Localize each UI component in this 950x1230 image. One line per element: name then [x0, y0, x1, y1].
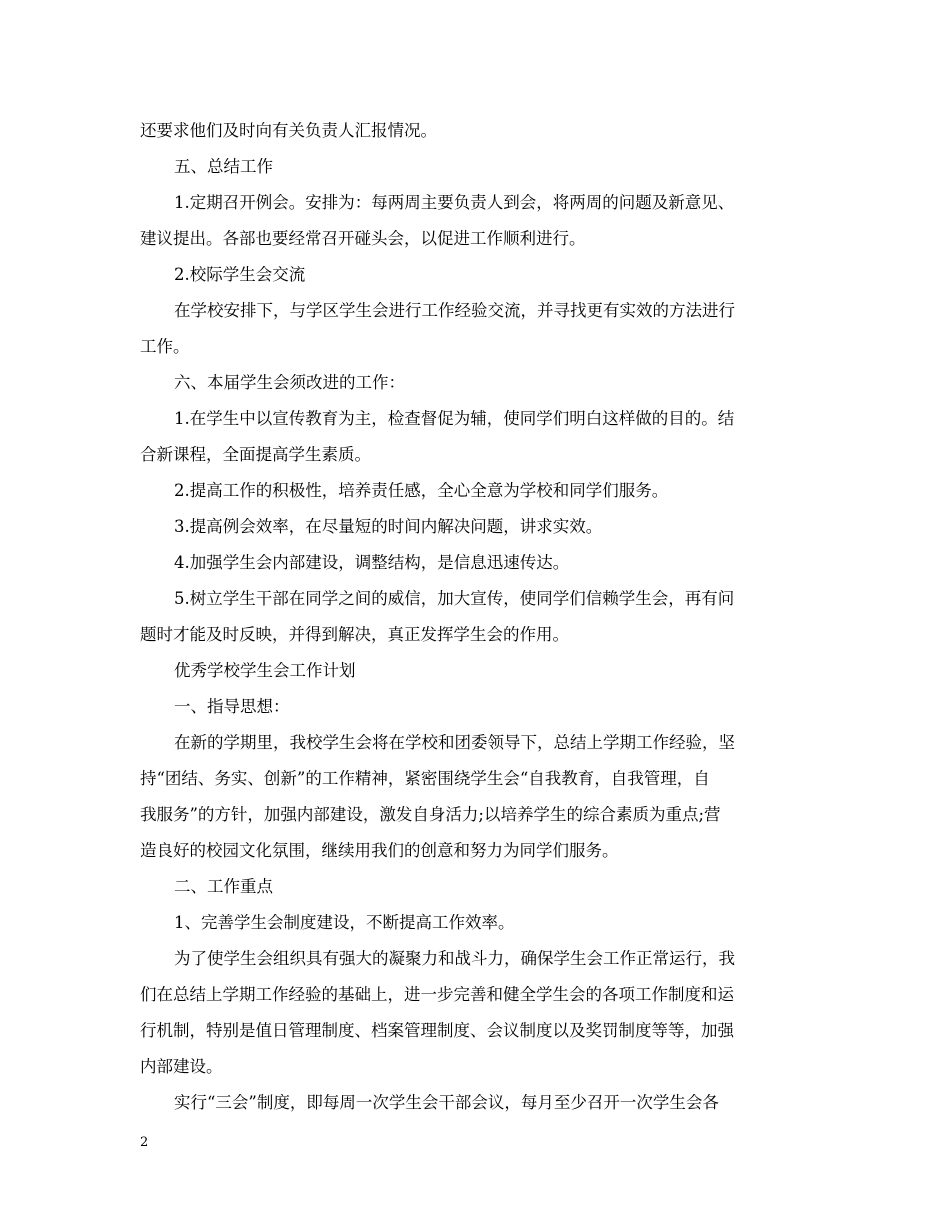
- text-line: 在学校安排下，与学区学生会进行工作经验交流，并寻找更有实效的方法进行: [174, 301, 735, 320]
- text-line: 1.定期召开例会。安排为：每两周主要负责人到会，将两周的问题及新意见、: [174, 193, 735, 212]
- text-line: 造良好的校园文化氛围，继续用我们的创意和努力为同学们服务。: [140, 841, 619, 860]
- body-text: [140, 113, 812, 1121]
- text-line: 五、总结工作: [174, 157, 273, 176]
- text-line: 们在总结上学期工作经验的基础上，进一步完善和健全学生会的各项工作制度和运: [140, 985, 734, 1004]
- text-line: 还要求他们及时向有关负责人汇报情况。: [140, 121, 437, 140]
- text-line: 工作。: [140, 337, 190, 356]
- text-line: 为了使学生会组织具有强大的凝聚力和战斗力，确保学生会工作正常运行，我: [174, 949, 735, 968]
- text-line: 持“团结、务实、创新”的工作精神，紧密围绕学生会“自我教育，自我管理，自: [140, 769, 710, 788]
- text-line: 题时才能及时反映，并得到解决，真正发挥学生会的作用。: [140, 625, 569, 644]
- text-line: 1、完善学生会制度建设，不断提高工作效率。: [174, 913, 515, 932]
- text-line: 合新课程，全面提高学生素质。: [140, 445, 371, 464]
- text-line: 优秀学校学生会工作计划: [174, 661, 356, 680]
- text-line: 4.加强学生会内部建设，调整结构，是信息迅速传达。: [174, 553, 570, 572]
- text-line: 2.提高工作的积极性，培养责任感，全心全意为学校和同学们服务。: [174, 481, 669, 500]
- text-line: 2.校际学生会交流: [174, 265, 306, 284]
- text-line: 1.在学生中以宣传教育为主，检查督促为辅，使同学们明白这样做的目的。结: [174, 409, 735, 428]
- text-line: 实行“三会”制度，即每周一次学生会干部会议，每月至少召开一次学生会各: [174, 1093, 719, 1112]
- text-line: 建议提出。各部也要经常召开碰头会，以促进工作顺利进行。: [140, 229, 586, 248]
- text-line: 六、本届学生会须改进的工作：: [174, 373, 405, 392]
- text-line: 二、工作重点: [174, 877, 273, 896]
- text-line: 行机制，特别是值日管理制度、档案管理制度、会议制度以及奖罚制度等等，加强: [140, 1021, 734, 1040]
- text-line: 一、指导思想：: [174, 697, 290, 716]
- page-number: 2: [140, 1135, 149, 1150]
- text-line: 在新的学期里，我校学生会将在学校和团委领导下，总结上学期工作经验，坚: [174, 733, 735, 752]
- text-line: 3.提高例会效率，在尽量短的时间内解决问题，讲求实效。: [174, 517, 603, 536]
- text-line: 内部建设。: [140, 1057, 223, 1076]
- text-line: 5.树立学生干部在同学之间的威信，加大宣传，使同学们信赖学生会，再有问: [174, 589, 735, 608]
- text-line: 我服务”的方针，加强内部建设，激发自身活力;以培养学生的综合素质为重点;营: [140, 805, 721, 824]
